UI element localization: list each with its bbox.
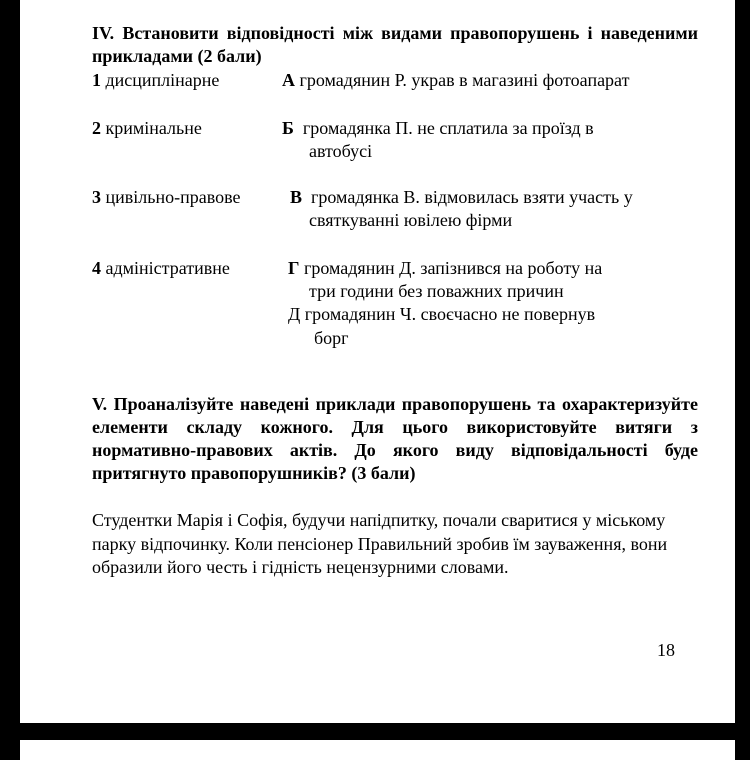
document-page bbox=[20, 0, 735, 723]
example-v: В громадянка В. відмовилась взяти участь у bbox=[290, 187, 633, 207]
example-d: Д громадянин Ч. своєчасно не повернув bbox=[288, 304, 596, 324]
type-2: 2 кримінальне bbox=[92, 118, 202, 138]
next-page-edge bbox=[20, 740, 735, 760]
task-4-title: IV. Встановити відповідності між видами правопорушень і наведеними прикладами (2 бали) bbox=[92, 23, 698, 66]
page-number: 18 bbox=[657, 640, 675, 660]
example-a: А громадянин Р. украв в магазині фотоапарат bbox=[282, 70, 630, 90]
example-g: Г громадянин Д. запізнився на роботу на bbox=[288, 258, 603, 278]
example-b-line2: автобусі bbox=[309, 141, 373, 161]
example-b: Б громадянка П. не сплатила за проїзд в bbox=[282, 118, 594, 138]
type-3: 3 цивільно-правове bbox=[92, 187, 241, 207]
task-5-text: Студентки Марія і Софія, будучи напідпитку, почали сваритися у міському парку відпочинку. Коли пенсіонер Правильний зробив їм зауваження, вони образили його честь і гідність нецензурними словами. bbox=[92, 510, 668, 577]
type-1: 1 дисциплінарне bbox=[92, 70, 220, 90]
task-5-title: V. Проаналізуйте наведені приклади правопорушень та охарактеризуйте елементи складу кожного. Для цього використовуйте витяги з нормативно-правових актів. До якого виду відповідальності буде притягнуто правопорушників? (3 бали) bbox=[92, 394, 698, 483]
type-4: 4 адміністративне bbox=[92, 258, 230, 278]
example-g-line2: три години без поважних причин bbox=[309, 281, 564, 301]
example-d-line2: борг bbox=[314, 328, 349, 348]
example-v-line2: святкуванні ювілею фірми bbox=[309, 210, 513, 230]
